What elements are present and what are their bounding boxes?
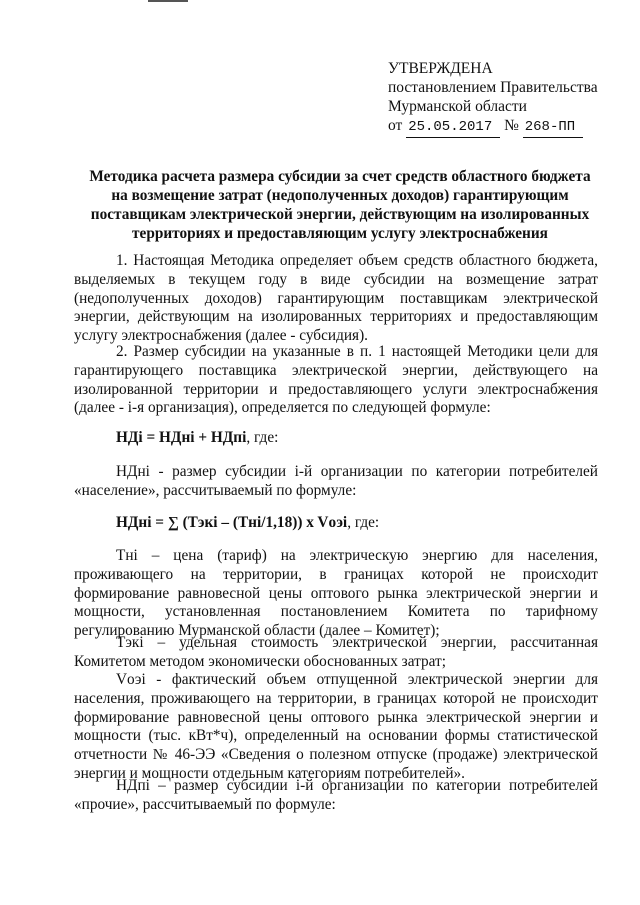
approval-heading: УТВЕРЖДЕНА [388, 60, 493, 77]
paragraph-2: 2. Размер субсидии на указанные в п. 1 настоящей Методики цели для гарантирующего поставщика электрической энергии, действующего на изолированной территории и предоставляющего услуги электроснабжения (далее - i-я организация), определяется по следующей формуле: [74, 343, 598, 417]
scan-mark [148, 0, 188, 2]
formula-total-expression: НДi = НДнi + НДпi [116, 429, 247, 446]
formula-total [116, 429, 278, 447]
paragraph-5: Тэкi – удельная стоимость электрической энергии, рассчитанная Комитетом методом экономически обоснованных затрат; [74, 634, 598, 670]
number-prefix: № [504, 117, 519, 134]
paragraph-4: Тнi – цена (тариф) на электрическую энергию для населения, проживающего на территории, в границах которой не происходит формирование равновесной цены оптового рынка электрической энергии и мощности, установленная постановлением Комитета по тарифному регулированию Мурманской области (далее – Комитет); [74, 547, 598, 640]
paragraph-3: НДнi - размер субсидии i-й организации по категории потребителей «население», рассчитываемый по формуле: [74, 463, 598, 499]
paragraph-7: НДпi – размер субсидии i-й организации по категории потребителей «прочие», рассчитываемый по формуле: [74, 777, 598, 813]
approval-number: 268-ПП [523, 118, 583, 138]
approval-date: 25.05.2017 [406, 118, 500, 138]
formula-population [116, 514, 379, 532]
approval-line-2: Мурманской области [388, 98, 527, 115]
formula-population-tail: , где: [347, 514, 380, 531]
approval-date-line [388, 116, 598, 138]
formula-population-expression: НДнi = ∑ (Тэкi – (Тнi/1,18)) x Vоэi [116, 514, 348, 531]
approval-block [388, 59, 598, 138]
paragraph-1: 1. Настоящая Методика определяет объем средств областного бюджета, выделяемых в текущем году в виде субсидии на возмещение затрат (недополученных доходов) гарантирующим поставщикам электрической энергии, действующим на изолированных территориях и предоставляющим услугу электроснабжения (далее - субсидия). [74, 252, 598, 345]
document-title: Методика расчета размера субсидии за счет средств областного бюджета на возмещение затрат (недополученных доходов) гарантирующим поставщикам электрической энергии, действующим на изолированных территориях и предоставляющим услугу электроснабжения [89, 168, 591, 242]
from-prefix: от [388, 117, 403, 134]
paragraph-6: Vоэi - фактический объем отпущенной электрической энергии для населения, проживающего на территории, в границах которой не происходит формирование равновесной цены оптового рынка электрической энергии и мощности (тыс. кВт*ч), определенный на основании формы статистической отчетности № 46-ЭЭ «Сведения о полезном отпуске (продаже) электрической энергии и мощности отдельным категориям потребителей». [74, 671, 598, 782]
formula-total-tail: , где: [246, 429, 279, 446]
approval-line-1: постановлением Правительства [388, 79, 598, 96]
